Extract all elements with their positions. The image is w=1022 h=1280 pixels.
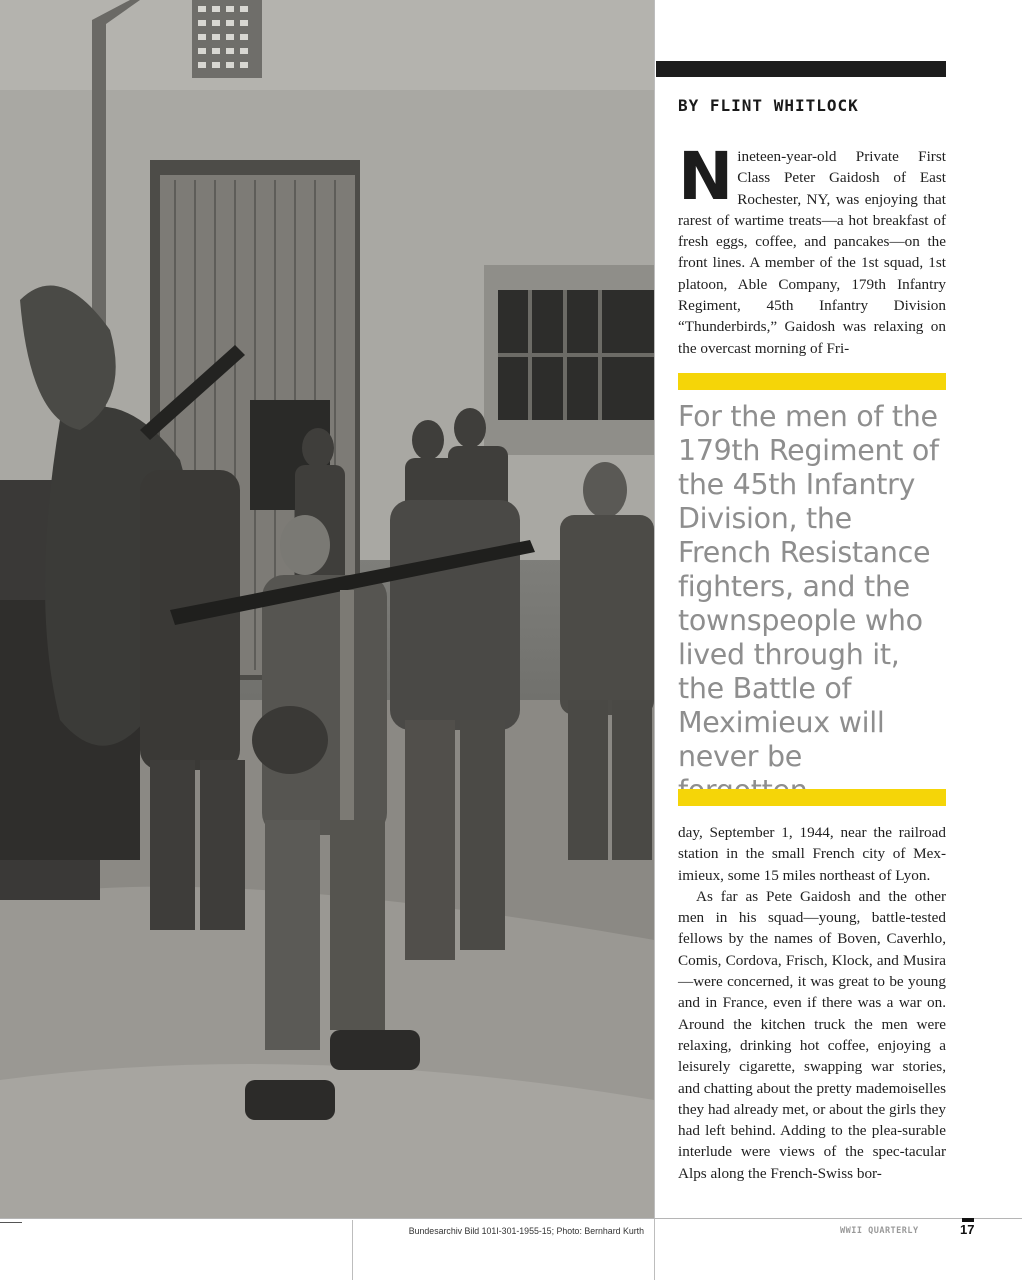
footer-rule — [0, 1218, 1022, 1219]
pull-quote-top-rule — [678, 373, 946, 390]
paragraph-continued: day, September 1, 1944, near the railroad station in the small French city of Mex-imieux, some 15 miles northeast of Lyon. — [678, 824, 946, 884]
pull-quote: For the men of the 179th Regiment of the 45th Infantry Division, the French Resistance fighters, and the townspeople who lived through it, the Battle of Meximieux will never be — [678, 400, 939, 773]
footer-left-mark — [0, 1222, 22, 1223]
header-bar — [656, 61, 946, 77]
body-text-continued — [678, 822, 946, 1184]
footer-divider — [352, 1220, 353, 1280]
body-text-intro — [678, 138, 946, 359]
intro-paragraph: ineteen-year-old Private First Class Peter Gaidosh of East Rochester, NY, was enjoying that rarest of wartime treats—a hot breakfast of fresh eggs, coffee, and pancakes—on the front lines. A member of the 1st squad, 1st platoon, Able Company, 179th Infantry Regiment, 45th Infantry Division “Thunderbirds,” Gaidosh was relaxing on the overcast morning of Fri- — [678, 148, 946, 357]
paragraph-squad: As far as Pete Gaidosh and the other men in his squad—young, battle-tested fellows by the names of Boven, Caverhlo, Comis, Cordova, Frisch, Klock, and Musira—were concerned, it was great to be young and in France, even if there was a war on. Around the kitchen truck the men were relaxing, drinking hot coffee, enjoying a leisurely cigarette, swapping war stories, and chatting about the pretty mademoiselles they had already met, or about the girls they had left behind. Adding to the plea-surable interlude were views of the spec-tacular Alps along the French-Swiss bor- — [678, 887, 946, 1182]
photo-credit: Bundesarchiv Bild 101I-301-1955-15; Photo: Bernhard Kurth — [408, 1226, 644, 1236]
byline: BY FLINT WHITLOCK — [678, 96, 859, 115]
magazine-name: WWII QUARTERLY — [840, 1226, 919, 1236]
pull-quote-bottom-rule — [678, 789, 946, 806]
drop-cap: N — [678, 138, 734, 215]
page-fold-line — [654, 0, 655, 1280]
page-number: 17 — [960, 1222, 975, 1237]
